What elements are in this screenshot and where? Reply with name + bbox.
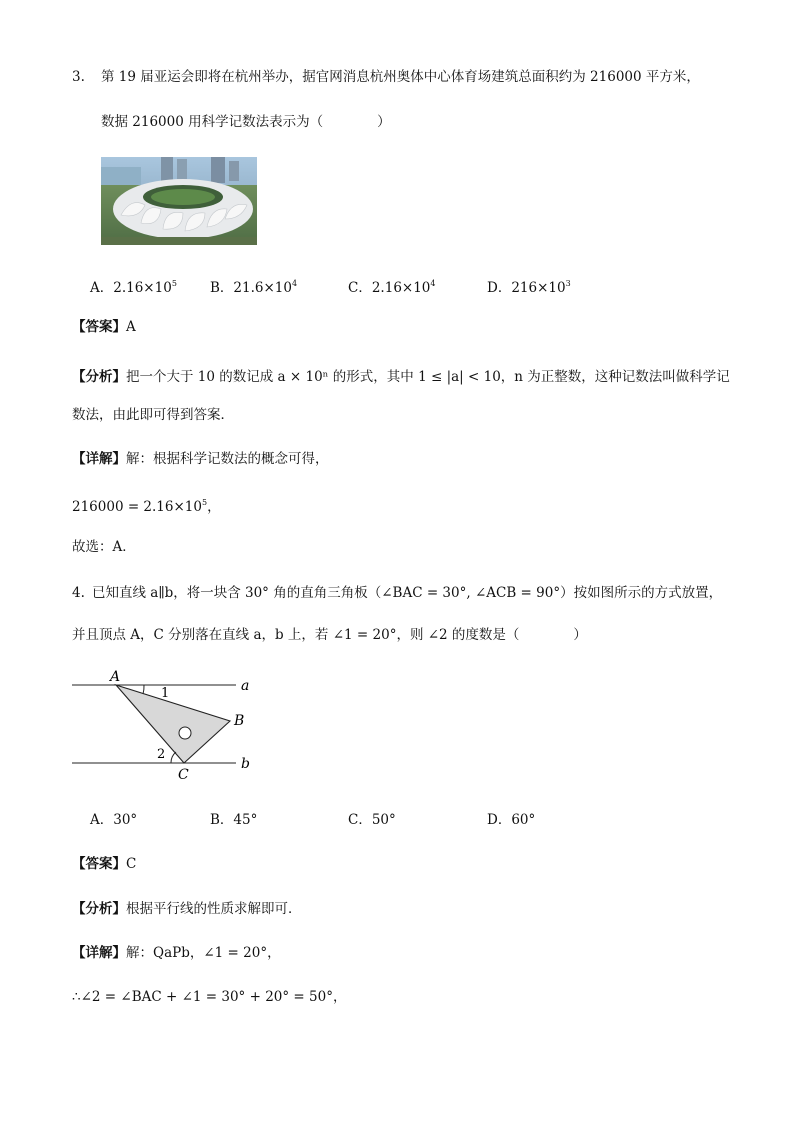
label-angle-1: 1 — [161, 686, 170, 701]
label-B: B — [234, 713, 245, 729]
q3-calc: $216000 = 2.16\times 10^5$， — [72, 498, 221, 515]
label-line-a: a — [241, 678, 250, 694]
label-angle-2: 2 — [157, 747, 166, 762]
q4-calc: ∴∠2 = ∠BAC + ∠1 = 30° + 20° = 50°， — [72, 989, 347, 1005]
q4-option-a: A．30° — [90, 812, 138, 828]
triangle-plate — [116, 685, 230, 763]
q4-text-line2: 并且顶点 A，C 分别落在直线 a，b 上，若 ∠1 = 20°，则 ∠2 的度数是（ ） — [72, 627, 587, 643]
q3-analysis-line2: 数法，由此即可得到答案． — [72, 407, 234, 423]
angle-1-arc — [143, 685, 144, 694]
q4-detail: 【详解】解：QaPb，∠1 = 20°， — [72, 945, 281, 961]
q3-detail: 【详解】解：根据科学记数法的概念可得， — [72, 451, 329, 467]
label-C: C — [178, 767, 189, 783]
triangle-figure — [70, 665, 260, 785]
q3-number: 3. — [72, 69, 85, 85]
q3-choose: 故选：A． — [72, 539, 136, 555]
plate-hole — [179, 727, 191, 739]
q4-option-b: B．45° — [210, 812, 258, 828]
q4-text-line1: 已知直线 a∥b，将一块含 30° 角的直角三角板（∠BAC = 30°, ∠ACB = 90°）按如图所示的方式放置， — [92, 585, 723, 601]
label-line-b: b — [241, 756, 250, 772]
q3-analysis-line1: 【分析】把一个大于 10 的数记成 a × 10ⁿ 的形式，其中 1 ≤ |a| < 10，n 为正整数，这种记数法叫做科学记 — [72, 369, 730, 385]
q4-option-c: C．50° — [348, 812, 396, 828]
q3-option-c: C．$2.16\times 10^4$ — [348, 279, 436, 296]
q4-option-d: D．60° — [487, 812, 536, 828]
q4-analysis: 【分析】根据平行线的性质求解即可． — [72, 901, 302, 917]
label-A: A — [110, 669, 121, 685]
stadium-photo — [101, 157, 257, 245]
q3-option-b: B．$21.6\times 10^4$ — [210, 279, 298, 296]
q3-option-a: A．$2.16\times 10^5$ — [90, 279, 177, 296]
q3-answer: 【答案】A — [72, 319, 136, 335]
q3-text-line2: 数据 216000 用科学记数法表示为（ ） — [101, 114, 391, 130]
q3-option-d: D．$216\times 10^3$ — [487, 279, 571, 296]
q3-text-line1: 第 19 届亚运会即将在杭州举办，据官网消息杭州奥体中心体育场建筑总面积约为 216000 平方米， — [101, 69, 700, 85]
q4-number: 4. — [72, 585, 85, 601]
q4-answer: 【答案】C — [72, 856, 137, 872]
